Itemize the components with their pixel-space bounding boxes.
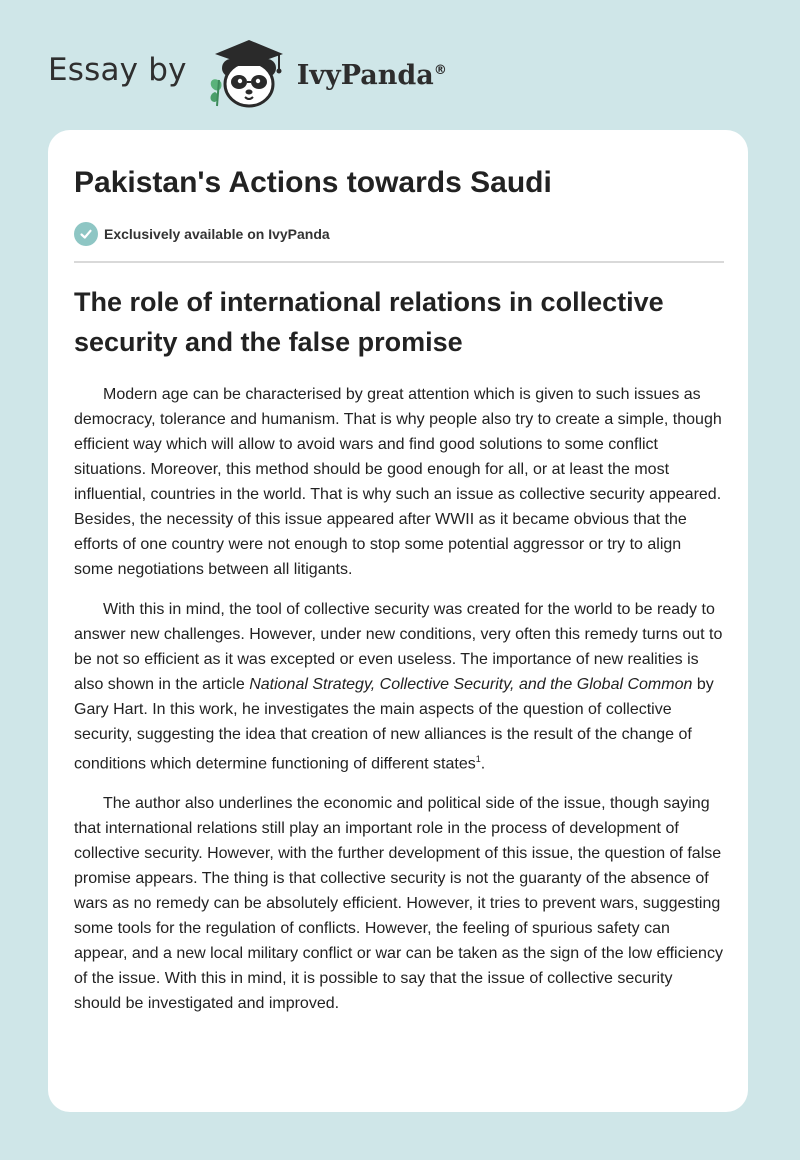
paragraph-3: The author also underlines the economic and political side of the issue, though saying that international relations still play an important role in the process of development of collective security. However, with the further development of this issue, the question of false promise appears. The thing is that collective security is not the guaranty of the absence of wars as no remedy can be absolutely efficient. However, it tries to prevent wars, suggesting some tools for the regulation of conflicts. However, the feeling of spurious safety can appear, and a new local military conflict or war can be taken as the sign of the low efficiency of the issue. With this in mind, it is possible to say that the issue of collective security should be investigated and improved. [74,795,723,1013]
check-icon [74,222,98,246]
paragraph-2-text-end: by Gary Hart. In this work, he investigates the main aspects of the question of collective security, suggesting the idea that creation of new alliances is the result of the change of conditions which determine functioning of different states [74,676,714,773]
section-heading: The role of international relations in collective security and the false promise [74,287,664,357]
paragraph-2 [74,597,724,776]
brand-name[interactable]: IvyPanda® [296,59,447,91]
essay-by-label: Essay by [48,52,187,88]
divider [74,261,724,263]
paragraph-1: Modern age can be characterised by great attention which is given to such issues as democracy, tolerance and humanism. That is why people also try to create a simple, though efficient way which will allow to avoid wars and find good solutions to some conflict situations. Moreover, this method should be good enough for all, or at least the most influential, countries in the world. That is why such an issue as collective security appeared. Besides, the necessity of this issue appeared after WWII as it became obvious that the efforts of one country were not enough to stop some potential aggressor or try to align some negotiations between all litigants. [74,386,722,578]
essay-body [74,382,724,1031]
site-header [48,36,447,110]
registered-mark: ® [433,62,447,78]
paragraph-2-period: . [480,755,486,773]
page-title: Pakistan's Actions towards Saudi [74,166,552,199]
panda-logo-icon[interactable] [201,36,293,110]
article-title: National Strategy, Collective Security, and the Global Common [249,676,693,693]
essay-card [48,130,748,1112]
footnote-ref[interactable]: 1 [475,754,481,764]
exclusive-badge [74,222,330,246]
paragraph-2-text-start: With this in mind, the tool of collective security was created for the world to be ready to answer new challenges. However, under new conditions, very often this remedy turns out to be not so efficient as it was excepted or even useless. The importance of new realities is also shown in the article [74,601,723,693]
badge-label: Exclusively available on IvyPanda [104,226,330,242]
